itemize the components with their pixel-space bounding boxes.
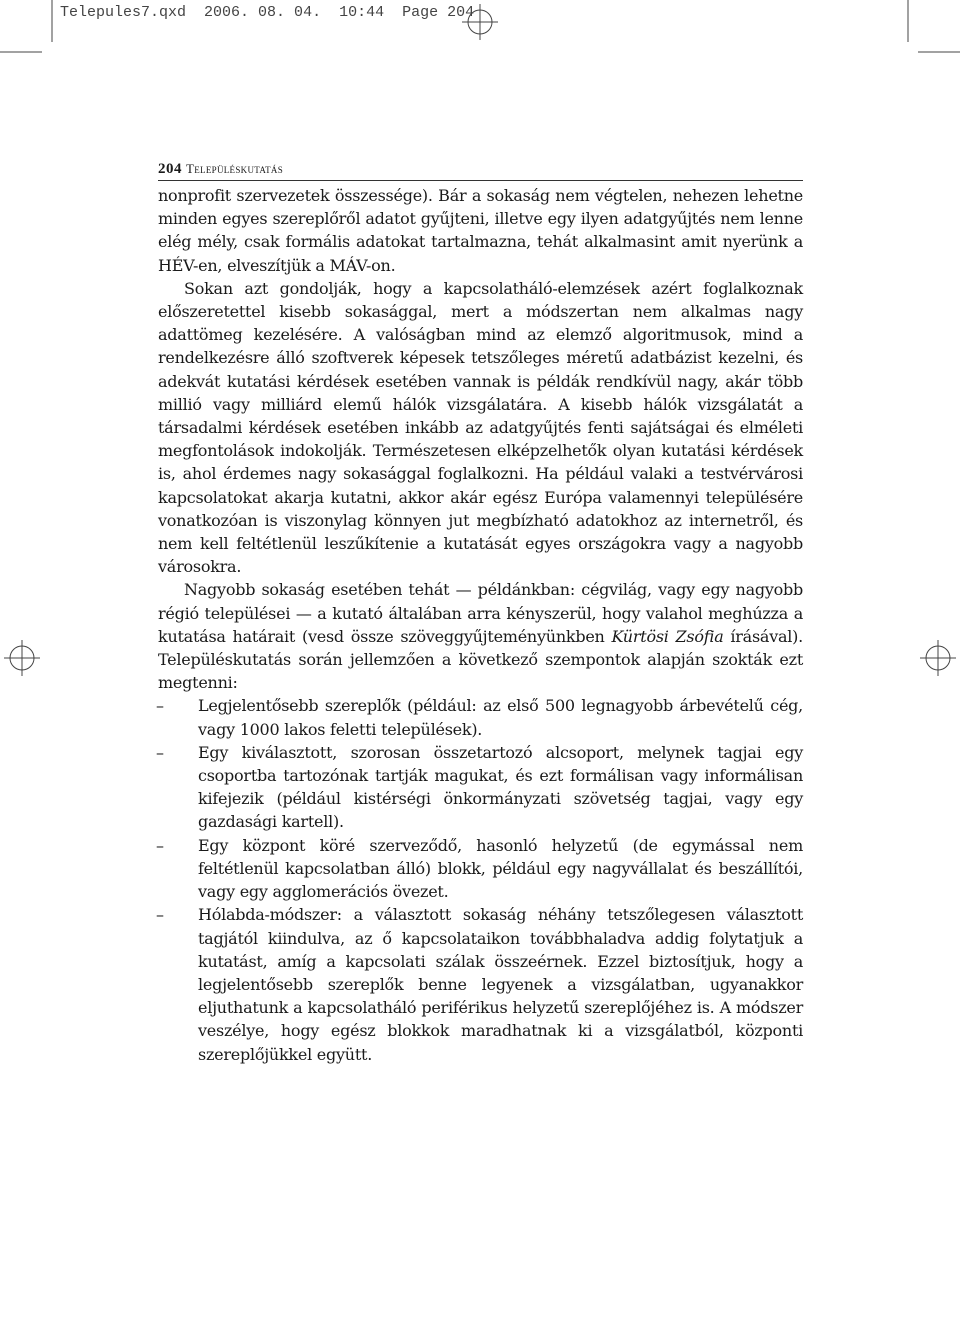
paragraph-3 — [158, 578, 803, 694]
slug-date: 2006. 08. 04. — [204, 4, 322, 21]
dash-bullet: – — [156, 905, 164, 925]
criteria-list — [158, 694, 803, 1065]
list-item-text: Egy kiválasztott, szorosan összetartozó alcsoport, melynek tagjai egy csoportba tartozónak tartják magukat, és ezt formálisan vagy informálisan kifejezik (például kistérségi önkormányzati szövetség tagjai, vagy egy gazdasági kartell). — [198, 742, 803, 832]
cited-author: Kürtösi Zsófia — [611, 626, 724, 646]
paragraph-1: nonprofit szervezetek összessége). Bár a sokaság nem végtelen, nehezen lehetne minden egyes szereplőről adatot gyűjteni, illetve egy ilyen adatgyűjtés nem lenne elég mély, csak formális adatokat tartalmazna, tehát alkalmasint amit nyerünk a HÉV-en, elveszítjük a MÁV-on. — [158, 186, 803, 275]
list-item — [156, 694, 803, 740]
paragraph-3-start: Nagyobb sokaság esetében tehát — példánkban: cégvilág, vagy egy nagyobb régió települései — a kutató általában arra kényszerül, hogy valahol meghúzza a kutatása határait (vesd össze szöveggyűjteményünkben — [158, 580, 803, 646]
page-number: 204 — [158, 161, 182, 177]
list-item-text: Egy központ köré szerveződő, hasonló helyzetű (de egymással nem feltétlenül kapcsolatban álló) blokk, például egy nagyvállalat és beszállítói, vagy egy agglomerációs övezet. — [198, 835, 803, 902]
list-item-text: Hólabda-módszer: a választott sokaság néhány tetszőlegesen választott tagjától kiindulva, az ő kapcsolataikon továbbhaladva addig folytatjuk a kutatást, amíg a kapcsolati szálak összeérnek. Ezzel biztosítjuk, hogy a legjelentősebb szereplők benne legyenek a vizsgálatban, ugyanakkor eljuthatunk a kapcsolatháló periférikus helyzetű szereplőjéhez is. A módszer veszélye, hogy egész blokkok maradhatnak ki a vizsgálatból, központi szereplőjükkel együtt. — [198, 905, 803, 1064]
dash-bullet: – — [156, 696, 164, 716]
slug-time: 10:44 — [339, 4, 385, 21]
slug-file: Telepules7.qxd — [60, 4, 187, 21]
dash-bullet: – — [156, 742, 164, 762]
running-title: Településkutatás — [186, 161, 284, 176]
list-item — [156, 741, 803, 834]
dash-bullet: – — [156, 835, 164, 855]
list-item-text: Legjelentősebb szereplők (például: az első 500 legnagyobb árbevételű cég, vagy 1000 lakos feletti települések). — [198, 696, 803, 739]
list-item — [156, 903, 803, 1065]
slug-page: Page 204 — [402, 4, 475, 21]
body-text — [158, 184, 803, 1066]
list-item — [156, 834, 803, 904]
paragraph-3-end: írásával). Településkutatás során jellemzően a következő szempontok alapján szokták ezt megtenni: — [158, 626, 803, 693]
running-header — [158, 160, 803, 181]
paragraph-2: Sokan azt gondolják, hogy a kapcsolatháló-elemzések azért foglalkoznak előszeretettel kisebb sokasággal, mert a módszertan nem alkalmas nagy adattömeg kezelésére. A valóságban mind az elemző algoritmusok, mind a rendelkezésre álló szoftverek képesek tetszőleges méretű adatbázist kezelni, és adekvát kutatási kérdések esetében vannak is példák rendkívül nagy, akár több millió vagy milliárd elemű hálók vizsgálatára. A kisebb hálók vizsgálatát a társadalmi kérdések esetében inkább az adatgyűjtés fenti sajátságai és elméleti megfontolások indokolják. Természetesen elképzelhetők olyan kutatási kérdések is, ahol érdemes nagy sokasággal foglalkozni. Ha például valaki a testvérvárosi kapcsolatokat akarja kutatni, akkor akár egész Európa valamennyi településére vonatkozóan is viszonylag könnyen jut megbízható adatokhoz az internetről, és nem kell feltétlenül leszűkítenie a kutatását egyes országokra vagy a nagyobb városokra. — [158, 278, 803, 577]
